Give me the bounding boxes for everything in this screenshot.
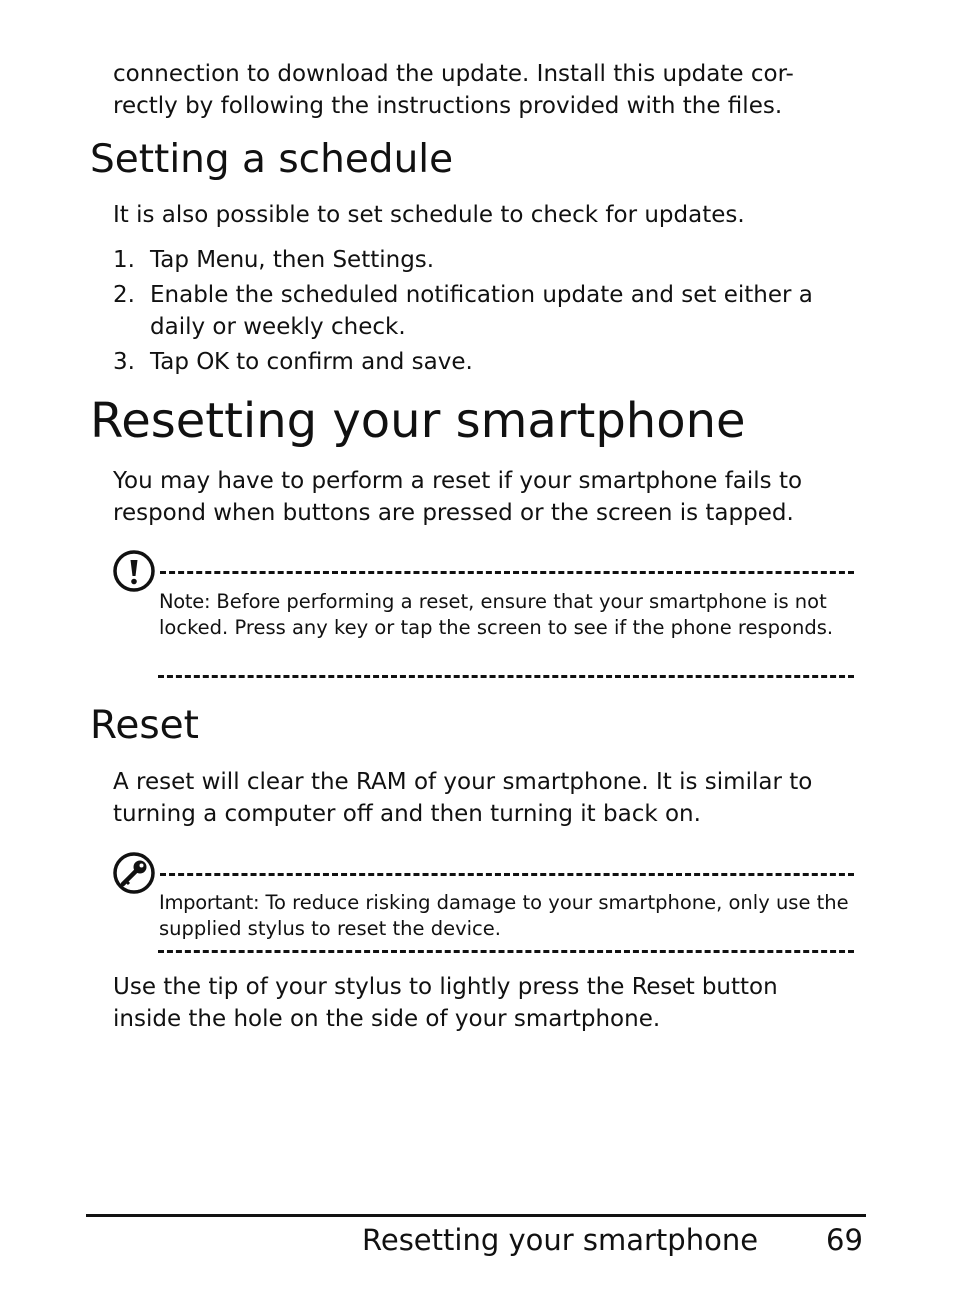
schedule-intro: It is also possible to set schedule to check for updates. <box>113 202 745 228</box>
important-label: Important: <box>159 891 260 914</box>
note-text <box>159 589 849 640</box>
step-text: Enable the scheduled notification update and set either a daily or weekly check. <box>150 282 813 340</box>
step-pre: Tap <box>150 247 197 273</box>
intro-line-2: rectly by following the instructions provided with the files. <box>113 93 783 119</box>
ok-term: OK <box>196 349 229 375</box>
important-body: To reduce risking damage to your smartphone, only use the supplied stylus to reset the device. <box>159 891 849 940</box>
important-bottom-rule <box>158 950 854 953</box>
step-number: 1. <box>113 247 135 273</box>
step-number: 2. <box>113 282 135 308</box>
page-number: 69 <box>826 1223 863 1257</box>
section-heading-schedule: Setting a schedule <box>90 137 454 182</box>
note-top-rule <box>160 571 854 574</box>
step-text <box>150 349 473 375</box>
step-post: to confirm and save. <box>228 349 473 375</box>
step-post: , then Settings. <box>258 247 435 273</box>
exclamation-circle-icon <box>112 549 156 593</box>
intro-paragraph <box>113 58 873 122</box>
step-text <box>150 247 434 273</box>
section-heading-reset: Reset <box>90 703 199 748</box>
list-item <box>113 244 848 276</box>
closing-pre: Use the tip of your stylus to lightly press the <box>113 974 632 1000</box>
footer-title: Resetting your smartphone <box>362 1223 759 1257</box>
reset-intro: A reset will clear the RAM of your smartphone. It is similar to turning a computer off and then turning it back on. <box>113 769 813 827</box>
footer-rule <box>86 1214 866 1217</box>
important-top-rule <box>160 873 854 876</box>
note-body: Before performing a reset, ensure that your smartphone is not locked. Press any key or tap the screen to see if the phone responds. <box>159 590 834 639</box>
schedule-steps <box>113 244 848 378</box>
resetting-intro: You may have to perform a reset if your smartphone fails to respond when buttons are pressed or the screen is tapped. <box>113 468 803 526</box>
chapter-heading: Resetting your smartphone <box>90 393 746 449</box>
reset-term: Reset <box>631 974 695 1000</box>
important-text <box>159 890 859 941</box>
step-number: 3. <box>113 349 135 375</box>
list-item <box>113 279 848 343</box>
list-item <box>113 346 848 378</box>
intro-line-1: connection to download the update. Install this update cor- <box>113 61 794 87</box>
closing-paragraph <box>113 971 833 1035</box>
closing-post: button inside the hole on the side of your smartphone. <box>113 974 778 1032</box>
note-label: Note: <box>159 590 211 613</box>
step-pre: Tap <box>150 349 197 375</box>
key-circle-icon <box>112 851 156 895</box>
note-bottom-rule <box>158 675 854 678</box>
menu-term: Menu <box>196 247 259 273</box>
